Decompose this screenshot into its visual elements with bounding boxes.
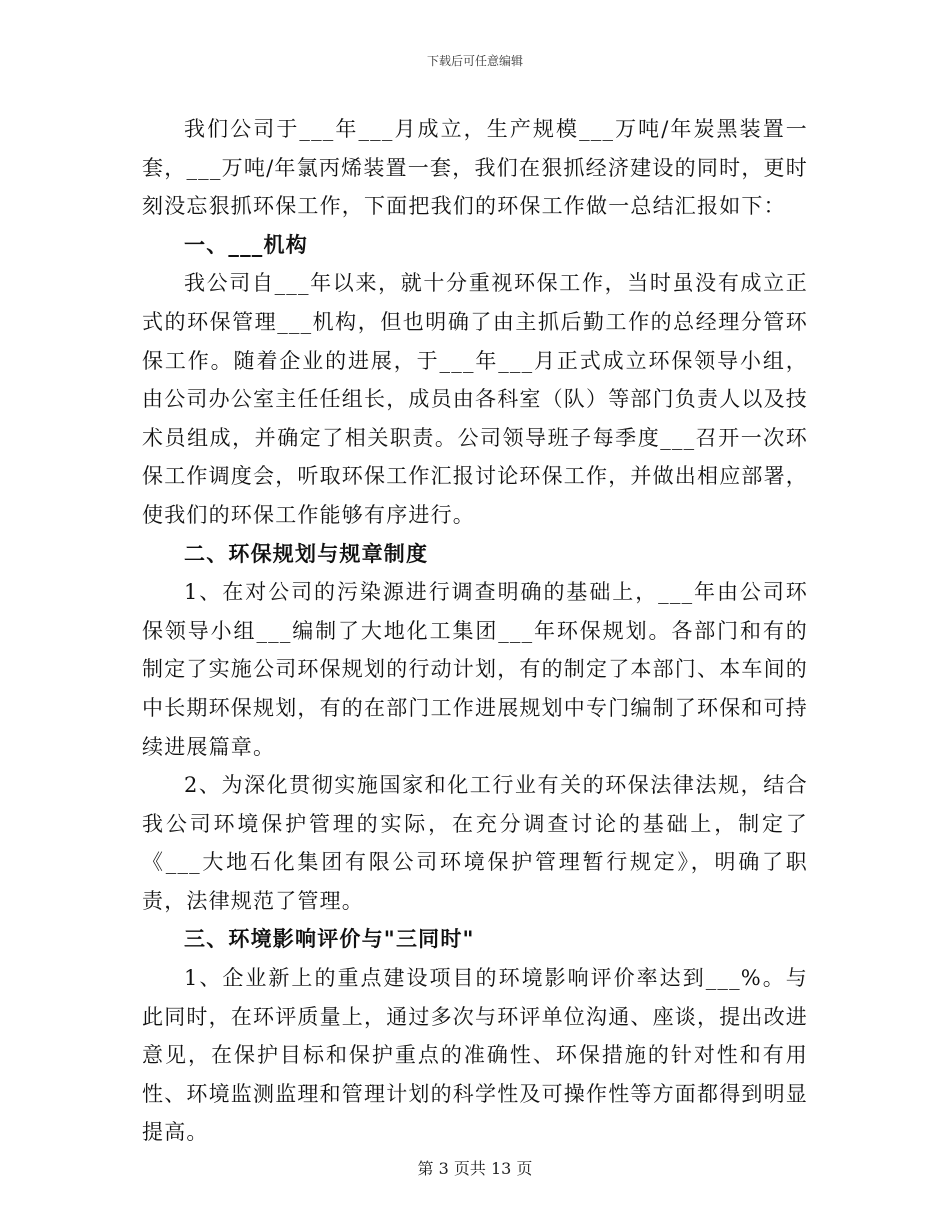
intro-paragraph: 我们公司于___年___月成立，生产规模___万吨/年炭黑装置一套，___万吨/年氯丙烯装置一套，我们在狠抓经济建设的同时，更时刻没忘狠抓环保工作，下面把我们的环保工作做一总结汇报如下： xyxy=(142,117,808,219)
section-heading-organization: 一、___机构 xyxy=(184,231,308,257)
document-body xyxy=(142,110,808,1152)
section2-paragraph-1: 1、在对公司的污染源进行调查明确的基础上，___年由公司环保领导小组___编制了大地化工集团___年环保规划。各部门和有的制定了实施公司环保规划的行动计划，有的制定了本部门、本车间的中长期环保规划，有的在部门工作进展规划中专门编制了环保和可持续进展篇章。 xyxy=(142,580,808,759)
section2-paragraph-2: 2、为深化贯彻实施国家和化工行业有关的环保法律法规，结合我公司环境保护管理的实际，在充分调查讨论的基础上，制定了《___大地石化集团有限公司环境保护管理暂行规定》，明确了职责，法律规范了管理。 xyxy=(142,773,808,913)
page-header: 下载后可任意编辑 xyxy=(426,54,523,68)
section-heading-eia: 三、环境影响评价与"三同时" xyxy=(184,926,475,952)
section-heading-planning: 二、环保规划与规章制度 xyxy=(184,540,429,566)
section1-paragraph: 我公司自___年以来，就十分重视环保工作，当时虽没有成立正式的环保管理___机构，但也明确了由主抓后勤工作的总经理分管环保工作。随着企业的进展，于___年___月正式成立环保领导小组，由公司办公室主任任组长，成员由各科室（队）等部门负责人以及技术员组成，并确定了相关职责。公司领导班子每季度___召开一次环保工作调度会，听取环保工作汇报讨论环保工作，并做出相应部署，使我们的环保工作能够有序进行。 xyxy=(142,271,808,527)
section3-paragraph-1: 1、企业新上的重点建设项目的环境影响评价率达到___%。与此同时，在环评质量上，通过多次与环评单位沟通、座谈，提出改进意见，在保护目标和保护重点的准确性、环保措施的针对性和有用性、环境监测监理和管理计划的科学性及可操作性等方面都得到明显提高。 xyxy=(142,966,808,1145)
page-footer: 第 3 页共 13 页 xyxy=(417,1159,533,1178)
